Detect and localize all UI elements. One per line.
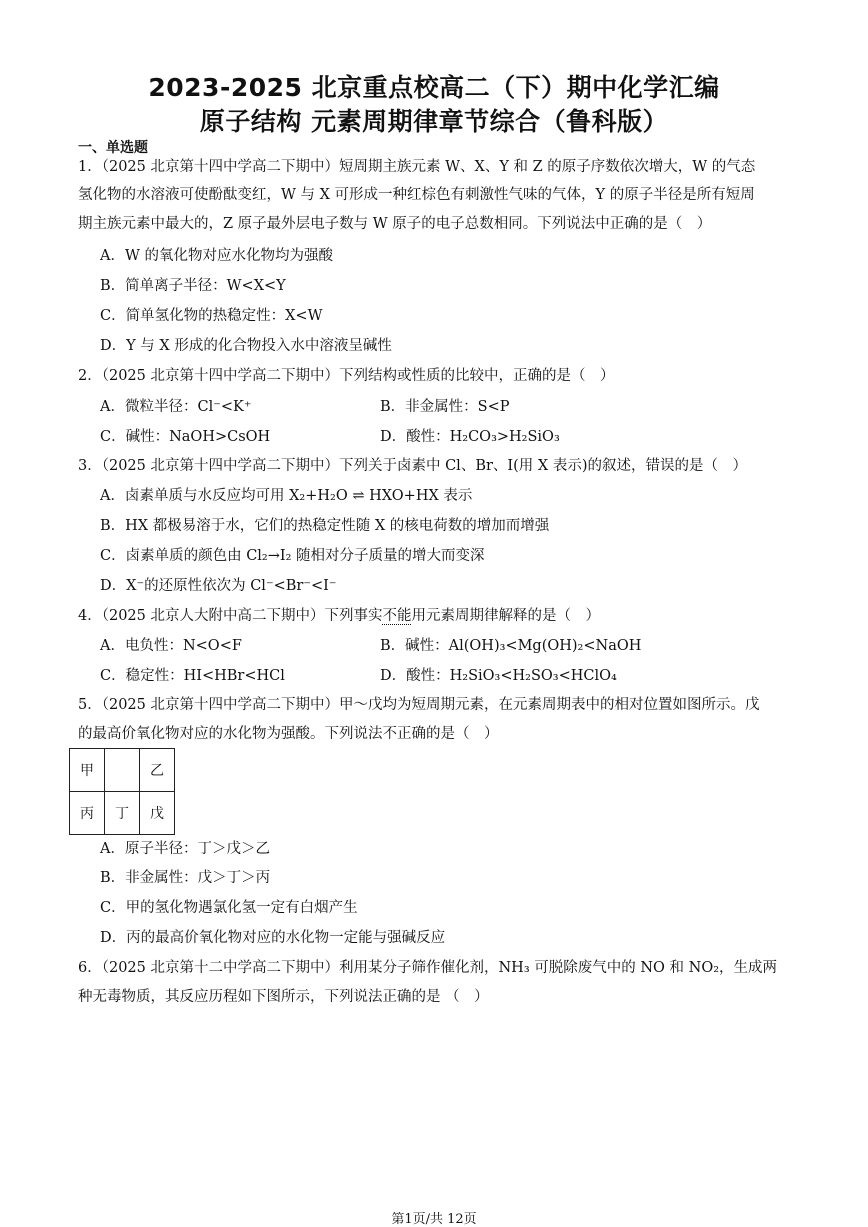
question-4-option-a: A．电负性：N<O<F	[100, 638, 242, 654]
section-title: 一、单选题	[78, 140, 148, 156]
question-3-option-b: B．HX 都极易溶于水，它们的热稳定性随 X 的核电荷数的增加而增强	[100, 518, 550, 534]
question-5-option-c: C．甲的氢化物遇氯化氢一定有白烟产生	[100, 900, 358, 916]
question-3-option-d: D．X⁻的还原性依次为 Cl⁻<Br⁻<I⁻	[100, 578, 337, 594]
question-4-stem	[78, 604, 794, 625]
table-cell: 丙	[70, 792, 105, 835]
table-cell: 丁	[105, 792, 140, 835]
question-2-option-a: A．微粒半径：Cl⁻<K⁺	[100, 399, 252, 415]
document-title-line1: 2023-2025 北京重点校高二（下）期中化学汇编	[148, 73, 720, 102]
question-1-line-3: 期主族元素中最大的，Z 原子最外层电子数与 W 原子的电子总数相同。下列说法中正确的是（ ）	[78, 216, 712, 232]
question-3-stem: 3．（2025 北京第十四中学高二下期中）下列关于卤素中 Cl、Br、I(用 X 表示)的叙述，错误的是（ ）	[78, 458, 747, 474]
question-4-option-b: B．碱性：Al(OH)₃<Mg(OH)₂<NaOH	[380, 638, 642, 654]
question-4-stem-prefix: 4．（2025 北京人大附中高二下期中）下列事实	[78, 608, 383, 624]
question-4-option-c: C．稳定性：HI<HBr<HCl	[100, 668, 285, 684]
question-5-option-a: A．原子半径：丁＞戊＞乙	[100, 841, 270, 857]
question-6-line-2: 种无毒物质，其反应历程如下图所示，下列说法正确的是 （ ）	[78, 989, 489, 1005]
question-6-line-1: 6．（2025 北京第十二中学高二下期中）利用某分子筛作催化剂，NH₃ 可脱除废气中的 NO 和 NO₂，生成两	[78, 960, 778, 976]
question-5-option-d: D．丙的最高价氧化物对应的水化物一定能与强碱反应	[100, 930, 446, 946]
table-cell: 乙	[140, 749, 175, 792]
question-2-stem: 2．（2025 北京第十四中学高二下期中）下列结构或性质的比较中，正确的是（ ）	[78, 368, 615, 384]
table-cell: 甲	[70, 749, 105, 792]
question-1-option-c: C．简单氢化物的热稳定性：X<W	[100, 308, 323, 324]
question-4-stem-suffix: 用元素周期律解释的是（ ）	[411, 608, 600, 624]
question-2-option-d: D．酸性：H₂CO₃>H₂SiO₃	[380, 429, 560, 445]
question-1-option-d: D．Y 与 X 形成的化合物投入水中溶液呈碱性	[100, 338, 392, 354]
periodic-table-fragment	[69, 748, 175, 835]
question-2-option-b: B．非金属性：S<P	[380, 399, 510, 415]
document-title-line2: 原子结构 元素周期律章节综合（鲁科版）	[199, 107, 669, 136]
question-3-option-a: A．卤素单质与水反应均可用 X₂+H₂O ⇌ HXO+HX 表示	[100, 488, 473, 504]
question-1-line-1: 1．（2025 北京第十四中学高二下期中）短周期主族元素 W、X、Y 和 Z 的原子序数依次增大，W 的气态	[78, 159, 756, 175]
question-5-option-b: B．非金属性：戊＞丁＞丙	[100, 870, 271, 886]
table-row	[70, 749, 175, 792]
question-1-option-a: A．W 的氧化物对应水化物均为强酸	[100, 248, 333, 264]
table-cell: 戊	[140, 792, 175, 835]
question-2-option-c: C．碱性：NaOH>CsOH	[100, 429, 271, 445]
question-4-option-d: D．酸性：H₂SiO₃<H₂SO₃<HClO₄	[380, 668, 617, 684]
table-row	[70, 792, 175, 835]
page-footer: 第1页/共 12页	[391, 1212, 477, 1227]
question-4-stem-emphasis: 不能	[382, 608, 412, 624]
question-5-line-2: 的最高价氧化物对应的水化物为强酸。下列说法不正确的是（ ）	[78, 726, 499, 742]
question-1-line-2: 氢化物的水溶液可使酚酞变红，W 与 X 可形成一种红棕色有刺激性气味的气体，Y 的原子半径是所有短周	[78, 187, 755, 203]
question-1-option-b: B．简单离子半径：W<X<Y	[100, 278, 286, 294]
table-cell	[105, 749, 140, 792]
question-5-line-1: 5．（2025 北京第十四中学高二下期中）甲～戊均为短周期元素，在元素周期表中的相对位置如图所示。戊	[78, 697, 760, 713]
question-3-option-c: C．卤素单质的颜色由 Cl₂→I₂ 随相对分子质量的增大而变深	[100, 548, 485, 564]
